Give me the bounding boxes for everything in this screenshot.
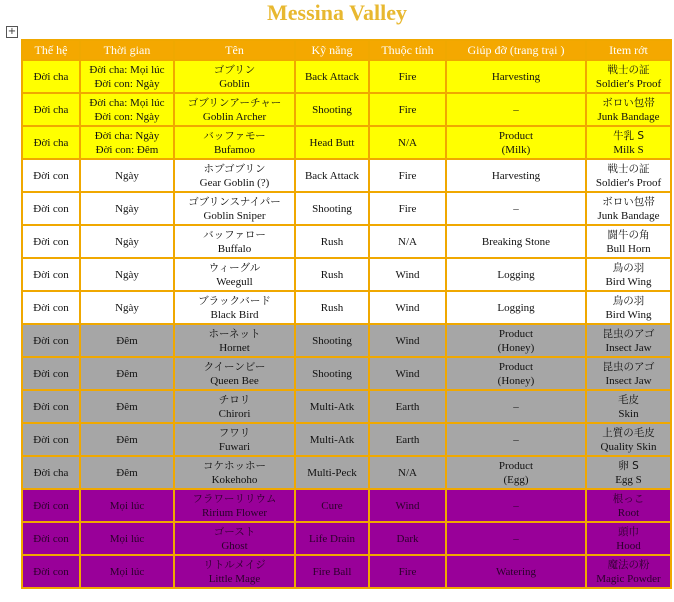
time-line: Đêm xyxy=(116,367,138,380)
name-english: Gear Goblin (?) xyxy=(199,176,270,189)
cell-name xyxy=(174,423,295,456)
cell-name xyxy=(174,225,295,258)
name-japanese: ゴースト xyxy=(213,525,256,538)
help-line: Product xyxy=(498,327,534,340)
item-english: Hood xyxy=(616,539,641,552)
cell-attribute: Wind xyxy=(369,258,446,291)
cell-name xyxy=(174,489,295,522)
cell-name xyxy=(174,324,295,357)
table-row xyxy=(22,126,671,159)
item-japanese: 毛皮 xyxy=(618,393,639,406)
cell-farm-help xyxy=(446,93,586,126)
time-line: Mọi lúc xyxy=(109,499,145,512)
cell-skill: Shooting xyxy=(295,93,369,126)
cell-time xyxy=(80,192,174,225)
table-row xyxy=(22,324,671,357)
item-english: Soldier's Proof xyxy=(595,176,662,189)
name-english: Kokehoho xyxy=(211,473,258,486)
table-move-handle-icon[interactable]: + xyxy=(7,26,17,37)
item-japanese: 戦士の証 xyxy=(607,162,650,175)
help-line: Breaking Stone xyxy=(481,235,551,248)
item-english: Magic Powder xyxy=(596,572,661,585)
item-english: Milk S xyxy=(613,143,644,156)
cell-time xyxy=(80,522,174,555)
table-row xyxy=(22,522,671,555)
cell-generation: Đời con xyxy=(22,258,80,291)
page-title: Messina Valley xyxy=(267,0,407,25)
cell-item-drop xyxy=(586,60,671,93)
table-row xyxy=(22,423,671,456)
cell-time xyxy=(80,489,174,522)
cell-generation: Đời con xyxy=(22,423,80,456)
time-line: Đêm xyxy=(116,433,138,446)
cell-skill: Life Drain xyxy=(295,522,369,555)
time-line: Ngày xyxy=(115,202,139,215)
table-row xyxy=(22,225,671,258)
cell-item-drop xyxy=(586,159,671,192)
cell-skill: Multi-Peck xyxy=(295,456,369,489)
name-english: Weegull xyxy=(216,275,253,288)
name-english: Fuwari xyxy=(218,440,251,453)
cell-item-drop xyxy=(586,357,671,390)
help-line: – xyxy=(513,532,519,545)
table-row xyxy=(22,390,671,423)
help-line: Harvesting xyxy=(491,169,541,182)
cell-time xyxy=(80,357,174,390)
header-time: Thời gian xyxy=(80,40,174,60)
cell-farm-help xyxy=(446,192,586,225)
cell-attribute: Earth xyxy=(369,390,446,423)
item-english: Skin xyxy=(618,407,639,420)
cell-time xyxy=(80,159,174,192)
header-name: Tên xyxy=(174,40,295,60)
item-english: Bird Wing xyxy=(605,308,652,321)
item-japanese: 昆虫のアゴ xyxy=(602,327,655,340)
cell-generation: Đời con xyxy=(22,390,80,423)
help-line: Watering xyxy=(495,565,537,578)
time-line: Đêm xyxy=(116,334,138,347)
help-line: Product xyxy=(498,459,534,472)
table-row xyxy=(22,555,671,588)
cell-time xyxy=(80,324,174,357)
help-line: Logging xyxy=(497,301,535,314)
cell-generation: Đời cha xyxy=(22,126,80,159)
cell-time xyxy=(80,390,174,423)
cell-skill: Head Butt xyxy=(295,126,369,159)
cell-generation: Đời cha xyxy=(22,60,80,93)
name-japanese: リトルメイジ xyxy=(203,558,266,571)
time-line: Đời con: Ngày xyxy=(94,77,160,90)
cell-time xyxy=(80,93,174,126)
help-line: – xyxy=(513,202,519,215)
time-line: Đời con: Đêm xyxy=(95,143,159,156)
cell-name xyxy=(174,192,295,225)
cell-generation: Đời con xyxy=(22,555,80,588)
time-line: Ngày xyxy=(115,235,139,248)
cell-generation: Đời con xyxy=(22,291,80,324)
name-english: Bufamoo xyxy=(214,143,255,156)
cell-time xyxy=(80,126,174,159)
cell-skill: Rush xyxy=(295,225,369,258)
cell-time xyxy=(80,258,174,291)
header-attribute: Thuộc tính xyxy=(369,40,446,60)
cell-item-drop xyxy=(586,522,671,555)
item-japanese: 牛乳 S xyxy=(612,129,644,142)
table-header-row xyxy=(22,40,671,60)
cell-item-drop xyxy=(586,291,671,324)
cell-attribute: N/A xyxy=(369,225,446,258)
cell-generation: Đời cha xyxy=(22,456,80,489)
name-english: Ghost xyxy=(221,539,248,552)
item-japanese: ボロい包帯 xyxy=(602,96,655,109)
cell-generation: Đời con xyxy=(22,225,80,258)
cell-attribute: Fire xyxy=(369,192,446,225)
name-japanese: ブラックバード xyxy=(198,294,271,307)
cell-skill: Multi-Atk xyxy=(295,390,369,423)
name-english: Buffalo xyxy=(217,242,252,255)
name-japanese: ゴブリン xyxy=(213,63,256,76)
cell-attribute: N/A xyxy=(369,126,446,159)
name-english: Goblin Sniper xyxy=(203,209,266,222)
help-line: Logging xyxy=(497,268,535,281)
item-english: Junk Bandage xyxy=(597,110,660,123)
item-japanese: 卵 S xyxy=(618,459,639,472)
cell-time xyxy=(80,456,174,489)
cell-name xyxy=(174,357,295,390)
help-line: Product xyxy=(498,129,534,142)
help-line: Product xyxy=(498,360,534,373)
cell-farm-help xyxy=(446,489,586,522)
monster-table xyxy=(21,39,672,589)
name-japanese: ゴブリンアーチャー xyxy=(187,96,282,109)
table-row xyxy=(22,192,671,225)
cell-attribute: Earth xyxy=(369,423,446,456)
time-line: Ngày xyxy=(115,268,139,281)
help-line: (Honey) xyxy=(497,374,535,387)
name-japanese: バッファロー xyxy=(203,228,266,241)
item-japanese: ボロい包帯 xyxy=(602,195,655,208)
item-japanese: 闘牛の角 xyxy=(607,228,650,241)
cell-skill: Back Attack xyxy=(295,159,369,192)
header-item-drop: Item rớt xyxy=(586,40,671,60)
time-line: Đời cha: Mọi lúc xyxy=(89,96,165,109)
cell-skill: Rush xyxy=(295,258,369,291)
cell-time xyxy=(80,423,174,456)
cell-farm-help xyxy=(446,126,586,159)
cell-item-drop xyxy=(586,489,671,522)
name-japanese: コケホッホー xyxy=(203,459,266,472)
cell-skill: Fire Ball xyxy=(295,555,369,588)
name-japanese: ホーネット xyxy=(208,327,261,340)
cell-farm-help xyxy=(446,390,586,423)
name-japanese: ウィーグル xyxy=(208,261,261,274)
table-row xyxy=(22,489,671,522)
cell-farm-help xyxy=(446,324,586,357)
cell-attribute: Dark xyxy=(369,522,446,555)
name-japanese: フラワーリリウム xyxy=(192,492,277,505)
cell-skill: Shooting xyxy=(295,192,369,225)
name-japanese: ゴブリンスナイパー xyxy=(188,195,281,208)
cell-name xyxy=(174,291,295,324)
help-line: (Honey) xyxy=(497,341,535,354)
cell-item-drop xyxy=(586,258,671,291)
table-row xyxy=(22,456,671,489)
header-generation: Thế hệ xyxy=(22,40,80,60)
item-japanese: 上質の毛皮 xyxy=(602,426,655,439)
item-japanese: 鳥の羽 xyxy=(612,261,645,274)
cell-generation: Đời con xyxy=(22,357,80,390)
cell-item-drop xyxy=(586,423,671,456)
item-english: Insect Jaw xyxy=(605,374,652,387)
name-japanese: フワリ xyxy=(218,426,251,439)
cell-item-drop xyxy=(586,555,671,588)
time-line: Đời cha: Mọi lúc xyxy=(89,63,165,76)
cell-name xyxy=(174,93,295,126)
cell-name xyxy=(174,258,295,291)
time-line: Mọi lúc xyxy=(109,565,145,578)
help-line: – xyxy=(513,103,519,116)
cell-name xyxy=(174,60,295,93)
name-japanese: ホブゴブリン xyxy=(203,162,266,175)
cell-attribute: Fire xyxy=(369,60,446,93)
cell-item-drop xyxy=(586,324,671,357)
time-line: Mọi lúc xyxy=(109,532,145,545)
name-english: Chirori xyxy=(218,407,251,420)
cell-generation: Đời cha xyxy=(22,93,80,126)
cell-time xyxy=(80,291,174,324)
cell-item-drop xyxy=(586,390,671,423)
cell-attribute: Wind xyxy=(369,291,446,324)
cell-generation: Đời con xyxy=(22,489,80,522)
name-english: Ririum Flower xyxy=(201,506,268,519)
item-english: Quality Skin xyxy=(600,440,657,453)
cell-attribute: Fire xyxy=(369,93,446,126)
cell-skill: Multi-Atk xyxy=(295,423,369,456)
help-line: Harvesting xyxy=(491,70,541,83)
cell-skill: Rush xyxy=(295,291,369,324)
table-row xyxy=(22,60,671,93)
table-row xyxy=(22,159,671,192)
cell-farm-help xyxy=(446,258,586,291)
item-english: Insect Jaw xyxy=(605,341,652,354)
cell-item-drop xyxy=(586,225,671,258)
cell-name xyxy=(174,390,295,423)
cell-generation: Đời con xyxy=(22,324,80,357)
cell-farm-help xyxy=(446,456,586,489)
name-japanese: クイーンビー xyxy=(203,360,266,373)
item-english: Bird Wing xyxy=(605,275,652,288)
cell-attribute: N/A xyxy=(369,456,446,489)
cell-farm-help xyxy=(446,291,586,324)
cell-skill: Back Attack xyxy=(295,60,369,93)
cell-farm-help xyxy=(446,423,586,456)
item-japanese: 戦士の証 xyxy=(607,63,650,76)
cell-generation: Đời con xyxy=(22,159,80,192)
table-row xyxy=(22,93,671,126)
item-english: Root xyxy=(617,506,640,519)
item-japanese: 鳥の羽 xyxy=(612,294,645,307)
cell-farm-help xyxy=(446,159,586,192)
cell-farm-help xyxy=(446,357,586,390)
cell-item-drop xyxy=(586,192,671,225)
cell-farm-help xyxy=(446,555,586,588)
item-english: Junk Bandage xyxy=(597,209,660,222)
cell-item-drop xyxy=(586,456,671,489)
item-japanese: 昆虫のアゴ xyxy=(602,360,655,373)
table-row xyxy=(22,357,671,390)
name-japanese: チロリ xyxy=(218,393,251,406)
time-line: Đêm xyxy=(116,466,138,479)
cell-skill: Cure xyxy=(295,489,369,522)
name-english: Goblin Archer xyxy=(202,110,267,123)
cell-name xyxy=(174,522,295,555)
help-line: – xyxy=(513,433,519,446)
cell-name xyxy=(174,126,295,159)
header-farm-help: Giúp đỡ (trang trại ) xyxy=(446,40,586,60)
time-line: Đời cha: Ngày xyxy=(94,129,160,142)
time-line: Đời con: Ngày xyxy=(94,110,160,123)
item-english: Bull Horn xyxy=(606,242,651,255)
cell-name xyxy=(174,456,295,489)
name-english: Little Mage xyxy=(208,572,261,585)
item-japanese: 頭巾 xyxy=(618,525,639,538)
time-line: Ngày xyxy=(115,169,139,182)
help-line: – xyxy=(513,400,519,413)
cell-skill: Shooting xyxy=(295,357,369,390)
item-english: Soldier's Proof xyxy=(595,77,662,90)
name-english: Hornet xyxy=(219,341,250,354)
help-line: – xyxy=(513,499,519,512)
cell-item-drop xyxy=(586,126,671,159)
name-japanese: バッファモー xyxy=(203,129,266,142)
table-row xyxy=(22,291,671,324)
cell-generation: Đời con xyxy=(22,522,80,555)
help-line: (Milk) xyxy=(501,143,531,156)
table-row xyxy=(22,258,671,291)
name-english: Queen Bee xyxy=(210,374,259,387)
cell-farm-help xyxy=(446,60,586,93)
cell-time xyxy=(80,60,174,93)
cell-attribute: Wind xyxy=(369,489,446,522)
cell-attribute: Fire xyxy=(369,159,446,192)
cell-attribute: Wind xyxy=(369,357,446,390)
help-line: (Egg) xyxy=(503,473,529,486)
cell-skill: Shooting xyxy=(295,324,369,357)
cell-item-drop xyxy=(586,93,671,126)
time-line: Ngày xyxy=(115,301,139,314)
item-english: Egg S xyxy=(615,473,642,486)
header-skill: Kỹ năng xyxy=(295,40,369,60)
item-japanese: 魔法の粉 xyxy=(607,558,650,571)
item-japanese: 根っこ xyxy=(612,492,645,505)
name-english: Black Bird xyxy=(210,308,259,321)
cell-attribute: Fire xyxy=(369,555,446,588)
cell-farm-help xyxy=(446,522,586,555)
cell-name xyxy=(174,555,295,588)
cell-farm-help xyxy=(446,225,586,258)
cell-name xyxy=(174,159,295,192)
cell-attribute: Wind xyxy=(369,324,446,357)
cell-time xyxy=(80,225,174,258)
cell-generation: Đời con xyxy=(22,192,80,225)
cell-time xyxy=(80,555,174,588)
time-line: Đêm xyxy=(116,400,138,413)
name-english: Goblin xyxy=(219,77,250,90)
